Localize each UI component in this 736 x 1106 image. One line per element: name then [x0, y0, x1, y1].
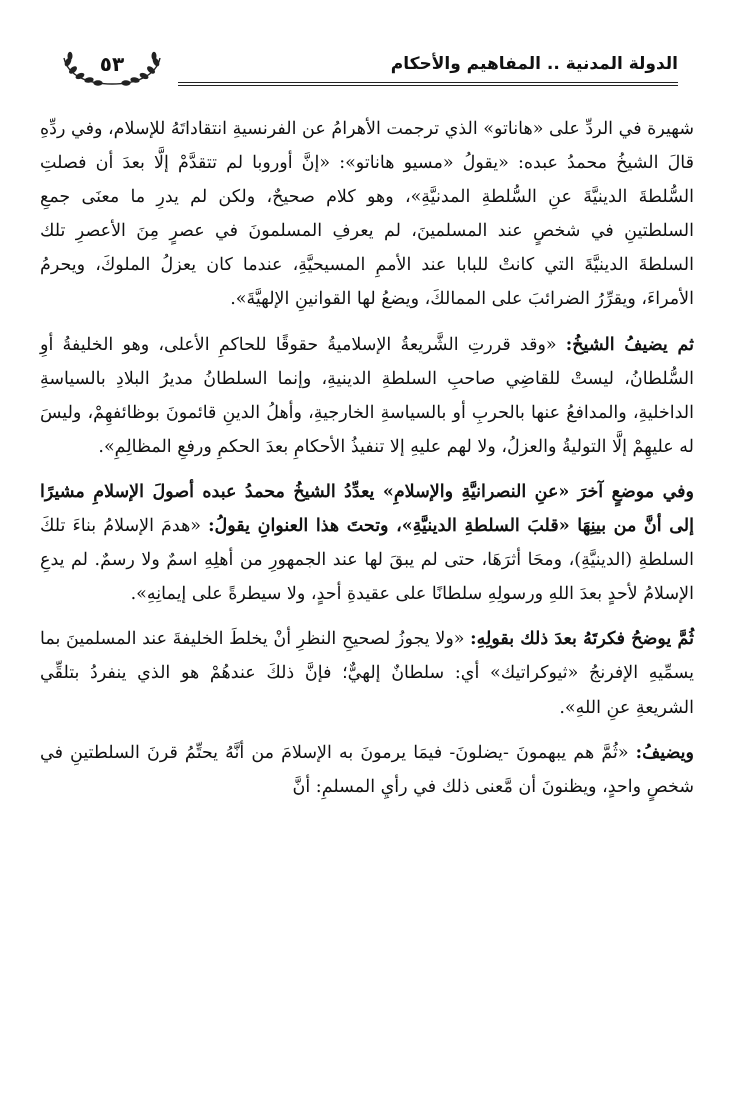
- paragraph-lead: ثُمَّ يوضحُ فكرتَهُ بعدَ ذلك بقولِهِ:: [470, 629, 695, 650]
- paragraph-text: «وقد قررتِ الشَّريعةُ الإسلاميةُ حقوقًا للحاكمِ الأعلى، وهو الخليفةُ أوِ السُّلطانُ، ليستْ للقاضِي صاحبِ السلطةِ الدينيةِ، وإنما السلطانُ مديرُ البلادِ بالسياسةِ الداخليةِ، والمدافعُ عنها بالحربِ أو بالسياسةِ الخارجيةِ، وأهلُ الدينِ قائمونَ بوظائفهِمْ، وليسَ له عليهِمْ إلَّا التوليةُ والعزلُ، ولا لهم عليهِ إلا تنفيذُ الأحكامِ بعدَ الحكمِ ورفعِ المظالِمِ».: [40, 334, 694, 457]
- paragraph: [40, 112, 694, 317]
- paragraph: [40, 736, 694, 804]
- paragraph-text: «هدمَ الإسلامُ بناءَ تلكَ السلطةِ (الدينيَّةِ)، ومحَا أثرَهَا، حتى لم يبقَ لها عند الجمهورِ من أهلِهِ اسمٌ ولا رسمٌ. لم يدعِ الإسلامُ لأحدٍ بعدَ اللهِ ورسولِهِ سلطانًا على عقيدةِ أحدٍ، ولا سيطرةً على إيمانِهِ».: [40, 516, 694, 605]
- running-title: الدولة المدنية .. المفاهيم والأحكام: [390, 54, 678, 74]
- paragraph-lead: وفي موضعٍ آخرَ «عنِ النصرانيَّةِ والإسلامِ» يعدِّدُ الشيخُ محمدُ عبده أصولَ الإسلامِ مشيرًا إلى أنَّ من بينِهَا «قلبَ السلطةِ الدينيَّةِ»، وتحتَ هذا العنوانِ يقولُ:: [40, 481, 694, 537]
- page-header: [58, 40, 678, 96]
- paragraph: [40, 475, 694, 611]
- paragraph: [40, 622, 694, 724]
- header-divider: [178, 82, 678, 86]
- paragraph-text: «ثُمَّ هم يبهمونَ -يضلونَ- فيمَا يرمونَ به الإسلامَ من أنَّهُ يحتِّمُ قرنَ السلطتينِ في شخصٍ واحدٍ، ويظنونَ أن مَّعنى ذلك في رأيِ المسلمِ: أنَّ: [40, 742, 694, 797]
- page-number-ornament: [58, 40, 166, 88]
- paragraph-text: شهيرة في الردِّ على «هاناتو» الذي ترجمت الأهرامُ عن الفرنسيةِ انتقاداتَهُ للإسلام، وفي ردِّهِ قالَ الشيخُ محمدُ عبده: «يقولُ «مسيو هاناتو»: «إنَّ أوروبا لم تتقدَّمْ إلَّا بعدَ أن فصلتِ السُّلطةَ الدينيَّةَ عنِ السُّلطةِ المدنيَّةِ»، وهو كلام صحيحٌ، ولكن لم يدرِ ما معنَى جمعِ السلطتينِ في شخصٍ عند المسلمينَ، لم يعرفِ المسلمونَ في عصرٍ مِنَ الأعصرِ تلك السلطةَ الدينيَّةَ التي كانتْ للبابا عند الأممِ المسيحيَّةِ، عندما كان يعزلُ الملوكَ، ويحرمُ الأمراءَ، ويقرِّرُ الضرائبَ على الممالكَ، ويضعُ لها القوانينِ الإلهيَّةَ».: [40, 119, 694, 310]
- page-number: ٥٣: [99, 52, 125, 76]
- paragraph: [40, 328, 694, 464]
- paragraph-lead: ثم يضيفُ الشيخُ:: [565, 334, 694, 355]
- paragraph-text: «ولا يجوزُ لصحيحِ النظرِ أنْ يخلطَ الخليفةَ عند المسلمينَ بما يسمِّيهِ الإفرنجُ «ثيوكراتيك» أي: سلطانٌ إلهيٌّ؛ فإنَّ ذلكَ عندهُمْ هو الذي ينفردُ بتلقِّي الشريعةِ عنِ اللهِ».: [40, 629, 694, 718]
- paragraph-lead: ويضيفُ:: [635, 742, 694, 763]
- page-body: [40, 112, 694, 815]
